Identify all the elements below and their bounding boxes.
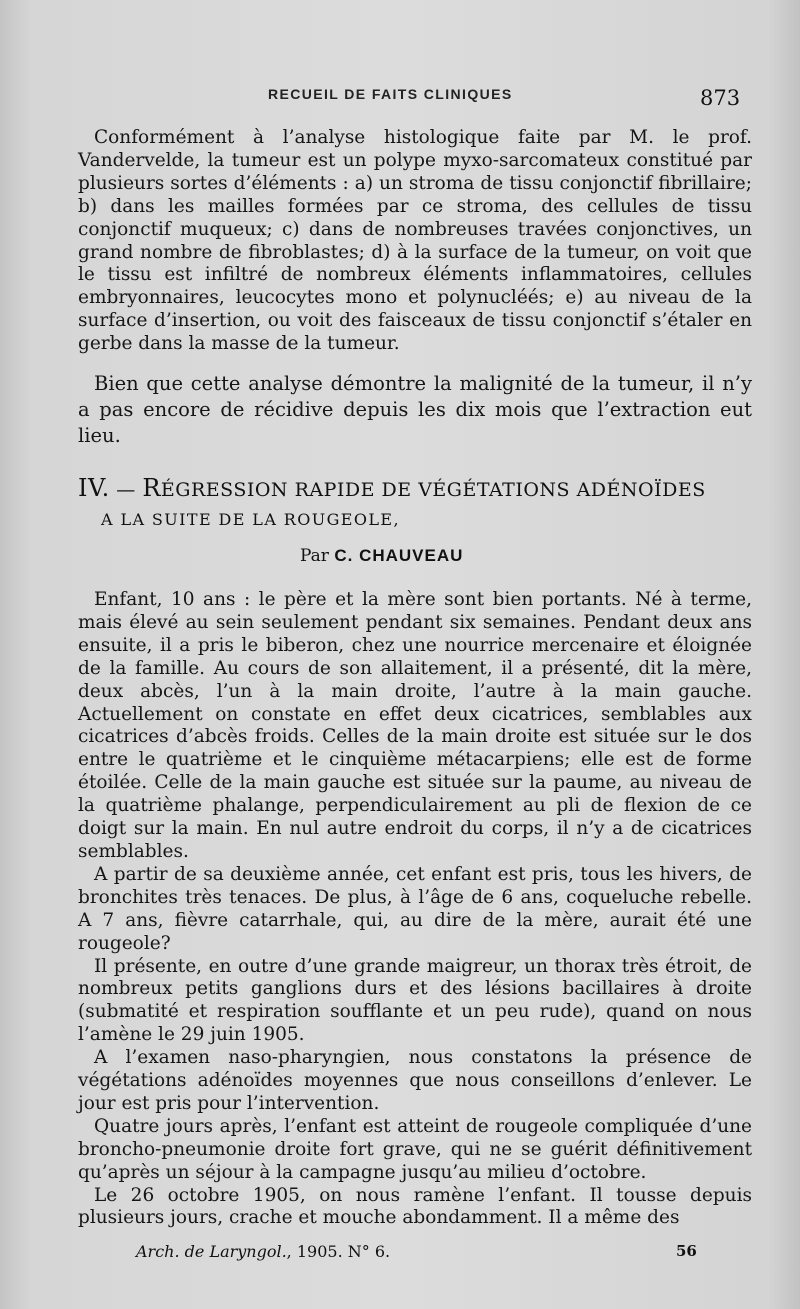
- paragraph: Conformément à l’analyse histologique faite par M. le prof. Vandervelde, la tumeur est un polype myxo-sarcomateux constitué par plusieurs sortes d’éléments : a) un stroma de tissu conjonctif fibrillaire; b) dans les mailles formées par ce stroma, des cellules de tissu conjonctif muqueux; c) dans de nombreuses travées conjonctives, un grand nombre de fibroblastes; d) à la surface de la tumeur, on voit que le tissu est infiltré de nombreux éléments inflammatoires, cellules embryonnaires, leucocytes mono et polynucléés; e) au niveau de la surface d’insertion, ou voit des faisceaux de tissu conjonctif s’étaler en gerbe dans la masse de la tumeur.: [78, 127, 752, 355]
- footer-journal: [136, 1242, 390, 1261]
- paragraph: Bien que cette analyse démontre la malignité de la tumeur, il n’y a pas encore de récidive depuis les dix mois que l’extraction eut lieu.: [78, 372, 752, 447]
- section-title-rest: ÉGRESSION RAPIDE DE VÉGÉTATIONS ADÉNOÏDES: [160, 479, 706, 501]
- section-title-initial: R: [142, 474, 161, 502]
- section-heading: [78, 474, 758, 502]
- journal-name: Arch. de Laryngol.: [136, 1242, 287, 1261]
- paragraph: A partir de sa deuxième année, cet enfant est pris, tous les hivers, de bronchites très tenaces. De plus, à l’âge de 6 ans, coqueluche rebelle. A 7 ans, fièvre catarrhale, qui, au dire de la mère, aurait été une rougeole?: [78, 863, 752, 954]
- paragraph: Enfant, 10 ans : le père et la mère sont bien portants. Né à terme, mais élevé au sein seulement pendant six semaines. Pendant deux ans ensuite, il a pris le biberon, chez une nourrice mercenaire et éloignée de la famille. Au cours de son allaitement, il a présenté, dit la mère, deux abcès, l’un à la main droite, l’autre à la main gauche. Actuellement on constate en effet deux cicatrices, semblables aux cicatrices d’abcès froids. Celles de la main droite est située sur le dos entre le quatrième et le cinquième métacarpiens; elle est de forme étoilée. Celle de la main gauche est située sur la paume, au niveau de la quatrième phalange, perpendiculairement au pli de flexion de ce doigt sur la main. En nul autre endroit du corps, il n’y a de cicatrices semblables.: [78, 589, 752, 862]
- byline-par: Par: [300, 546, 329, 566]
- journal-issue: , 1905. N° 6.: [286, 1242, 391, 1261]
- body-text-conclusion: [78, 371, 752, 449]
- body-text-case: [78, 589, 752, 1230]
- page-number: 873: [700, 86, 741, 110]
- author-name: C. CHAUVEAU: [334, 546, 464, 565]
- body-text-top: [78, 127, 752, 356]
- paragraph: Il présente, en outre d’une grande maigreur, un thorax très étroit, de nombreux petits ganglions durs et des lésions bacillaires à droite (submatité et respiration soufflante et un peu rude), quand on nous l’amène le 29 juin 1905.: [78, 955, 752, 1046]
- signature-mark: 56: [676, 1242, 697, 1260]
- paragraph: Quatre jours après, l’enfant est atteint de rougeole compliquée d’une broncho-pneumonie droite fort grave, qui ne se guérit définitivement qu’après un séjour à la campagne jusqu’au milieu d’octobre.: [78, 1115, 752, 1183]
- running-header: RECUEIL DE FAITS CLINIQUES: [268, 86, 513, 102]
- section-number: IV.: [78, 474, 110, 502]
- paragraph: A l’examen naso-pharyngien, nous constatons la présence de végétations adénoïdes moyennes que nous conseillons d’enlever. Le jour est pris pour l’intervention.: [78, 1047, 752, 1114]
- section-title-line2: A LA SUITE DE LA ROUGEOLE,: [101, 510, 400, 529]
- paragraph: Le 26 octobre 1905, on nous ramène l’enfant. Il tousse depuis plusieurs jours, crache et mouche abondamment. Il a même des: [78, 1184, 752, 1229]
- byline: [300, 546, 463, 566]
- section-dash: —: [116, 479, 136, 501]
